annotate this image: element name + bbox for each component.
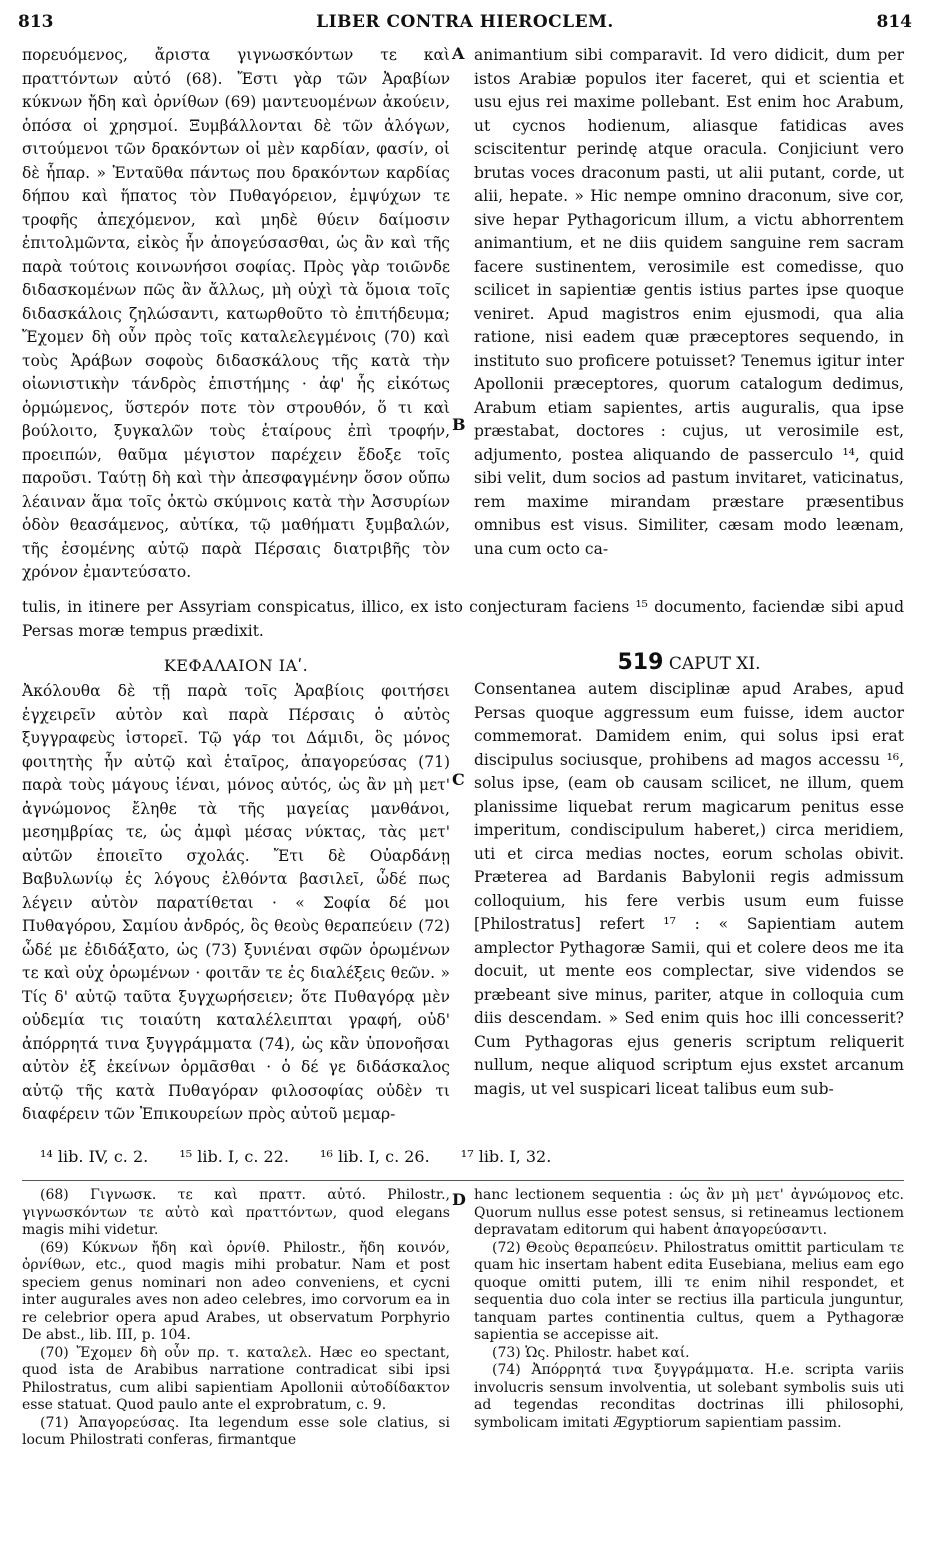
note-74: (74) Ἀπόρρητά τινα ξυγγράμματα. H.e. scripta variis involucris sensum involventia, ut solebant symbolis suis uti ad tegendas reconditas doctrinas illi philosophi, symbolicam imitati Ægyptiorum sapientiam passim. [474,1362,904,1431]
greek-text-top: πορευόμενος, ἄριστα γιγνωσκόντων τε καὶ πραττόντων αὐτό (68). Ἔστι γὰρ τῶν Ἀραβίων κύκνων ἤδη καὶ ὀρνίθων (69) μαντευομένων ἀκούειν, ὁπόσα οἱ χρησμοί. Ξυμβάλλονται δὲ τῶν ἀλόγων, σιτούμενοι τῶν δρακόντων οἱ μὲν καρδίαν, φασίν, οἱ δὲ ἧπαρ. » Ἐνταῦθα πάντως που δρακόντων καρδίας δήπου καὶ ἥπατος τὸν Πυθαγόρειον, ἐμψύχων τε τροφῆς ἀπεχόμενον, καὶ μηδὲ θύειν δαίμοσιν ἐπιτολμῶντα, εἰκὸς ἦν ἀπογεύσασθαι, ὡς ἂν καὶ τῆς παρὰ τούτοις κοινωνήσοι σοφίας. Πρὸς γὰρ τοιῶνδε διδασκομένων πῶς ἂν ἄλλως, μὴ οὐχὶ τὰ ὅμοια τοῖς διδασκάλοις ζηλώσαντι, κατωρθοῦτο τὸ ἐπιτήδευμα; Ἔχομεν δὴ οὖν πρὸς τοῖς καταλελεγμένοις (70) καὶ τοὺς Ἀράβων σοφοὺς διδασκάλους τῆς κατὰ τὴν οἰωνιστικὴν τάνδρὸς ἐπιστήμης · ἀφ' ἧς εἰκότως ὁρμώμενος, ὕστερόν ποτε τὸν στρουθόν, ὅ τι καὶ βούλοιτο, ξυγκαλῶν τοὺς ἑταίρους ἐπὶ τροφήν, προειπών, θαῦμα μέγιστον παρέχειν ἔδοξε τοῖς παροῦσι. Ταύτῃ δὴ καὶ τὴν ἀπεσφαγμένην ὅσον οὔπω λέαιναν ἅμα τοῖς ὀκτὼ σκύμνοις κατὰ τὴν Ἀσσυρίων ὁδὸν θεασάμενος, αὐτίκα, τῷ μαθήματι ξυμβαλών, τῆς ἐσομένης αὐτῷ παρὰ Πέρσαις διατριβῆς τὸν χρόνον ἐμαντεύσατο. [22,46,450,581]
footnote-17: ¹⁷ lib. I, 32. [460,1147,552,1166]
latin-text-top: animantium sibi comparavit. Id vero didicit, dum per istos Arabiæ populos iter faceret, qui et scientia et usu ejus rei maxime pollebant. Est enim hoc Arabum, ut cycnos hodienum, aliasque fatidicas aves sciscitentur perindę atque oracula. Conjiciunt vero brutas voces draconum pasti, ut alii putant, corde, ut alii, hepate. » Hic nempe omnino draconum, sive cor, sive hepar Pythagoricum illum, a victu abhorrentem animantium, et ne diis quidem sanguine rem sacram facere sustinentem, verosimile est comedisse, quo scilicet in sapientiæ gentis istius partes ipse quoque veniret. Apud magistros enim ejusmodi, qua alia ratione, nisi eadem quæ præceptores sequendo, in instituto suo proficere potuisset? Tenemus igitur inter Apollonii præceptores, quorum catalogum dedimus, Arabum etiam sapientes, artis auguralis, qua ipse præstabat, doctores : cujus, ut verosimile est, adjumento, postea aliquando de passerculo ¹⁴, quid sibi velit, dum socios ad pastum invitaret, vaticinatus, rem maxime mirandam præstare præsentibus omnibus est visus. Similiter, cæsam modo leænam, una cum octo ca- [474,46,904,558]
note-73: (73) Ὡς. Philostr. habet καί. [492,1344,690,1361]
note-70: (70) Ἔχομεν δὴ οὖν πρ. τ. καταλελ. Hæc eo spectant, quod ista de Arabibus narratione contradicat sibi ipsi Philostratus, cum alibi sapientiam Apollonii αὐτοδίδακτον esse statuat. Quod paulo ante el exprobratum, c. 9. [22,1344,450,1413]
footnote-14: ¹⁴ lib. IV, c. 2. [40,1147,149,1166]
page-header [18,12,912,38]
note-72: (72) Θεοὺς θεραπεύειν. Philostratus omittit particulam τε quam hic insertam habent edita Eusebiana, melius eam ego quoque omitti putem, illi τε enim nihil respondet, et sequentia duo cola inter se rectius illa particula junguntur, tanquam partes continentia cultus, quem a Pythagoræ sapientia se accepisse ait. [474,1239,904,1343]
greek-text-bottom: Ἀκόλουθα δὲ τῇ παρὰ τοῖς Ἀραβίοις φοιτήσει ἐγχειρεῖν αὐτὸν καὶ παρὰ Πέρσαις ὁ αὐτὸς ξυγγραφεὺς ἱστορεῖ. Τῷ γάρ τοι Δάμιδι, ὃς μόνος φοιτητὴς ἦν αὐτῷ καὶ ἑταῖρος, ἀπαγορεύσας (71) παρὰ τοὺς μάγους ἰέναι, μόνος αὐτός, ὡς ἂν μὴ μετ' ἀγνώμονος ἔληθε τὰ τῆς μαγείας μανθάνοι, μεσημβρίας τε, ὡς ἀμφὶ μέσας νύκτας, τὰς μετ' αὐτῶν ἐποιεῖτο σχολάς. Ἔτι δὲ Οὐαρδάνῃ Βαβυλωνίῳ ἐς λόγους ἐλθόντα βασιλεῖ, ὧδέ πως λέγειν αὐτὸν παρατίθεται · « Σοφία δέ μοι Πυθαγόρου, Σαμίου ἀνδρός, ὃς θεοὺς θεραπεύειν (72) ὧδέ με ἐδιδάξατο, ὡς (73) ξυνιέναι σφῶν ὁρωμένων τε καὶ οὐχ ὁρωμένων · φοιτᾶν τε ἐς διαλέξεις θεῶν. » Τίς δ' αὐτῷ ταῦτα ξυγχωρήσειεν; ὅτε Πυθαγόρᾳ μὲν οὐδεμία τις τοιαύτη καταλέλειπται γραφή, οὐδ' ἀπόρρητά τινα ξυγγράμματα (74), ὡς κἂν ὑπονοῆσαι αὐτὸν ἐξ ἐκείνων ὁρμᾶσθαι · ὁ δέ γε διδάσκαλος αὐτῷ τῆς κατὰ Πυθαγόραν φιλοσοφίας οὐδὲν τι διαφέρειν τῶν Ἐπικουρείων πρὸς αὐτοῦ μεμαρ- [22,682,450,1123]
page-number-left: 813 [18,12,54,32]
latin-text-bottom: Consentanea autem disciplinæ apud Arabes, apud Persas quoque aggressum eum fuisse, idem auctor commemorat. Damidem enim, qui solus ipsi erat discipulus sociusque, prohibens ad magos accessu ¹⁶, solus ipse, (eam ob causam scilicet, ne illum, quem planissime liquebat rerum magicarum penitus esse imperitum, condiscipulum haberet,) circa meridiem, uti et circa medias noctes, eorum scholas obivit. Præterea ad Bardanis Babylonii regis admissum colloquium, his fere verbis usum eum fuisse [Philostratus] refert ¹⁷ : « Sapientiam autem amplector Pythagoræ Samii, qui et colere deos me ita docuit, ut mente eos complectar, sive videndos se præbeant sive minus, pariter, atque in colloquia cum diis descendam. » Sed enim quis hoc illi concesserit? Cum Pythagoras ejus generis scriptum reliquerit nullum, neque aliquod scriptum ejus exstet arcanum magis, ut vel suspicari liceat talibus eum sub- [474,680,904,1098]
chapter-heading-greek: ΚΕΦΑΛΑΙΟΝ ΙΑʹ. [163,656,309,675]
margin-letter-d: D [452,1190,466,1209]
note-68: (68) Γιγνωσκ. τε καὶ πρατт. αὐτό. Philostr., γιγνωσκόντων τε αὐτὸ καὶ πραττόντων, quod elegans magis mihi videtur. [22,1187,450,1238]
chapter-title-latin: CAPUT XI. [668,654,761,674]
page-number-right: 814 [876,12,912,32]
footnote-references [40,1147,900,1166]
section-number: 519 [617,650,664,675]
margin-letter-b: B [452,415,466,434]
margin-letter-a: A [452,44,465,63]
divider [22,1180,904,1181]
note-69: (69) Κύκνων ἤδη καὶ ὀρνίθ. Philostr., ἤδη κοινόν, ὀρνίθων, etc., quod magis mihi probatur. Nam et post speciem genus nominari non adeo conveniens, et cycni inter augurales aves non adeo celebres, imo corvorum ea in re celebrior opera apud Arabes, ut observatum Porphyrio De abst., lib. III, p. 104. [22,1239,450,1343]
chapter-heading-latin [474,650,904,675]
margin-letter-c: C [452,770,465,789]
notes-left-column [22,1187,450,1450]
running-title: LIBER CONTRA HIEROCLEM. [316,12,614,32]
notes-right-column [474,1187,904,1432]
footnote-16: ¹⁶ lib. I, c. 26. [320,1147,430,1166]
latin-column-top [474,44,904,561]
greek-column-top [22,44,450,585]
note-71-cont: hanc lectionem sequentia : ὡς ἂν μὴ μετ' ἀγνώμονος etc. Quorum nullus esse potest sensus, si retineamus lectionem depravatam editorum qui habent ἀπαγορεύσαντι. [474,1187,904,1238]
note-71: (71) Ἀπαγορεύσας. Ita legendum esse sole clatius, si locum Philostrati conferas, firmantque [22,1414,450,1448]
full-width-line: tulis, in itinere per Assyriam conspicatus, illico, ex isto conjecturam faciens ¹⁵ documento, faciendæ sibi apud Persas moræ tempus prædixit. [22,598,904,640]
footnote-15: ¹⁵ lib. I, c. 22. [179,1147,289,1166]
